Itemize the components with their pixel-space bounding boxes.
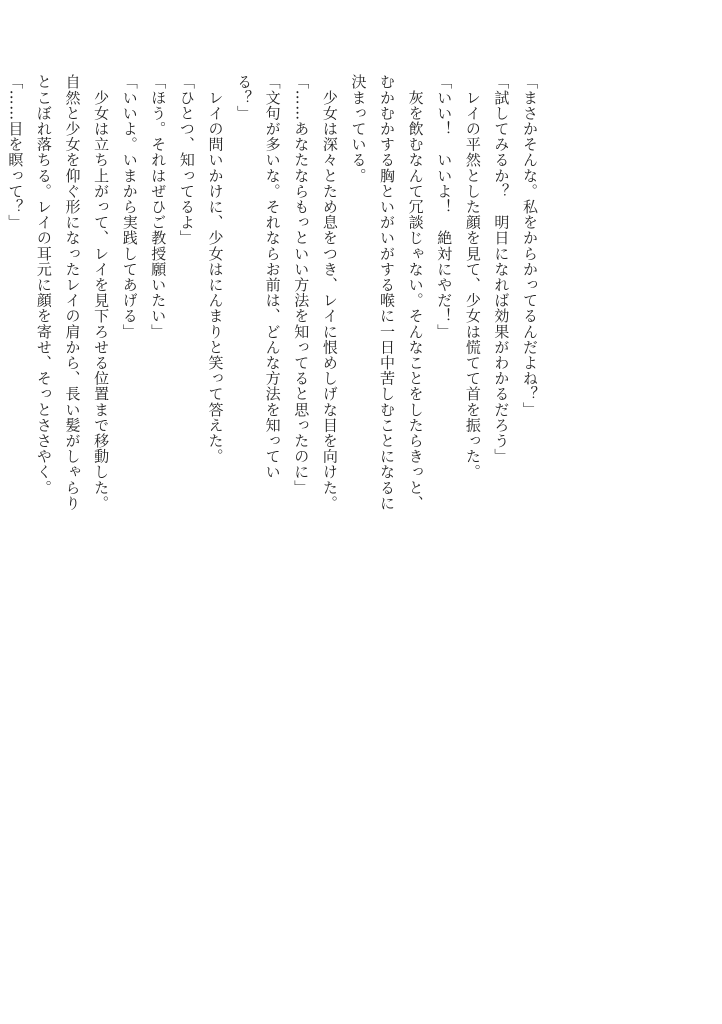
paragraph: 「ひとつ、知ってるよ」 [177, 74, 196, 246]
paragraph: 「……あなたならもっといい方法を知ってると思ったのに」 [292, 74, 311, 496]
paragraph: 「いいよ。いまから実践してあげる」 [120, 74, 139, 340]
paragraph: 灰を飲むなんて冗談じゃない。そんなことをしたらきっと、むかむかする胸といがいがする喉に一日中苦しむことになるに決まっている。 [349, 74, 425, 511]
paragraph: 少女は深々とため息をつき、レイに恨めしげな目を向けた。 [320, 74, 339, 511]
paragraph: 「ほう。それはぜひご教授願いたい」 [149, 74, 168, 340]
paragraph: レイの問いかけに、少女はにんまりと笑って答えた。 [206, 74, 225, 464]
paragraph: 少女は立ち上がって、レイを見下ろせる位置まで移動した。自然と少女を仰ぐ形になったレイの肩から、長い髪がしゃらりとこぼれ落ちる。レイの耳元に顔を寄せ、そっとささやく。 [34, 74, 111, 511]
paragraph: レイの平然とした顔を見て、少女は慌てて首を振った。 [463, 74, 482, 480]
paragraph: 「……目を瞑って？」 [6, 74, 25, 230]
vertical-text-block [6, 74, 544, 514]
paragraph: 「文句が多いな。それならお前は、どんな方法を知っている？」 [235, 74, 282, 480]
paragraph: 「まさかそんな。私をからかってるんだよね？」 [521, 74, 539, 418]
paragraph: 「試してみるか？ 明日になれば効果がわかるだろう」 [492, 74, 511, 464]
paragraph: 「いい！ いいよ！ 絶対にやだ！」 [435, 74, 454, 340]
